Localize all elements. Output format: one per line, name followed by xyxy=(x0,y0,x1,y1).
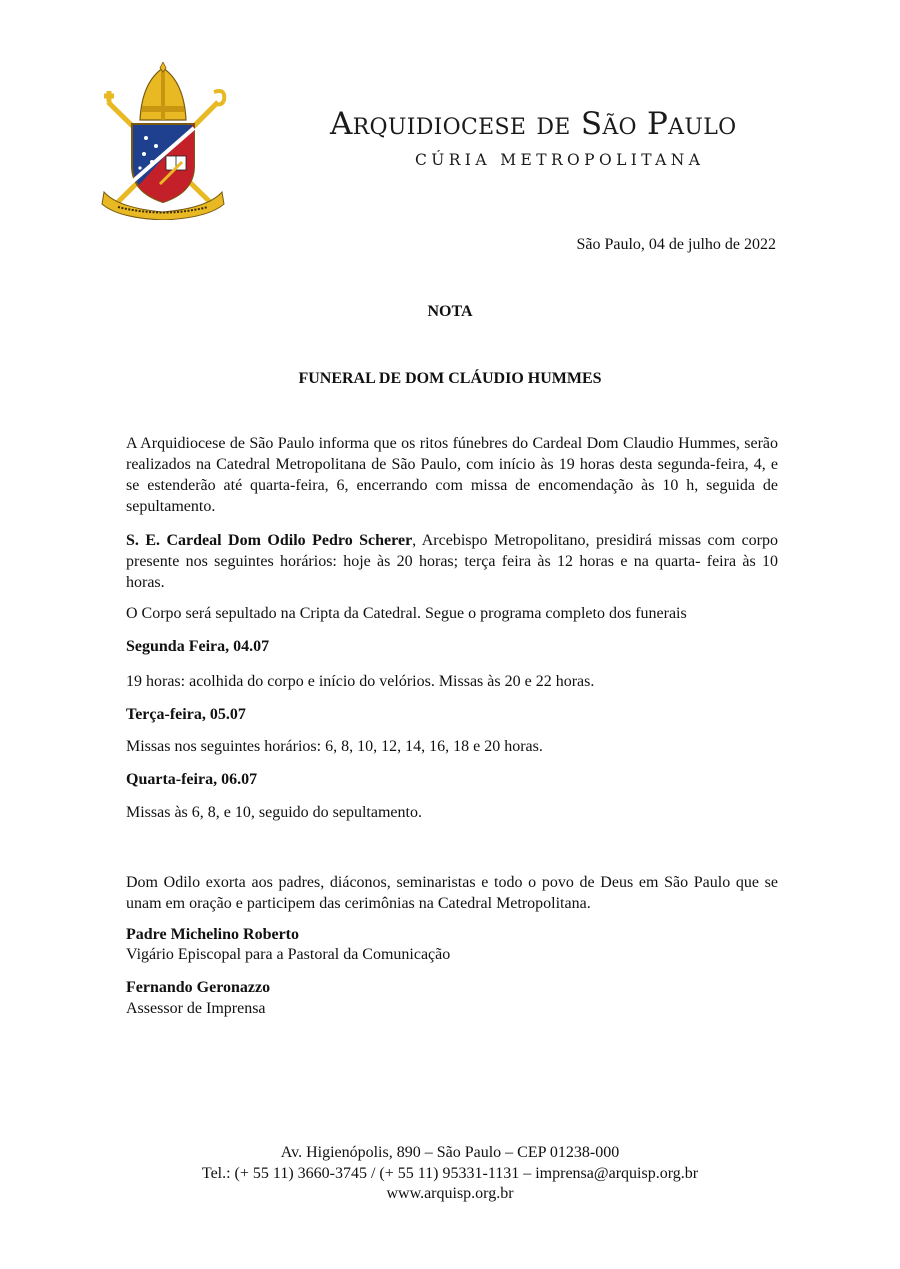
footer-website[interactable]: www.arquisp.org.br xyxy=(386,1185,514,1202)
closing-text: Dom Odilo exorta aos padres, diáconos, seminaristas e todo o povo de Deus em São Paulo que se unam em oração e participem das cerimônias na Catedral Metropolitana. xyxy=(126,874,778,912)
presider-name: S. E. Cardeal Dom Odilo Pedro Scherer xyxy=(126,532,413,549)
paragraph-burial: O Corpo será sepultado na Cripta da Catedral. Segue o programa completo dos funerais xyxy=(126,605,687,622)
signature-role: Vigário Episcopal para a Pastoral da Comunicação xyxy=(126,946,451,963)
paragraph-presider xyxy=(126,530,778,593)
document-date: São Paulo, 04 de julho de 2022 xyxy=(576,236,776,253)
coat-of-arms-icon xyxy=(98,62,228,220)
schedule-text-monday: 19 horas: acolhida do corpo e início do velórios. Missas às 20 e 22 horas. xyxy=(126,673,595,690)
paragraph-closing xyxy=(126,872,778,914)
footer xyxy=(0,1143,900,1205)
schedule-day-tuesday: Terça-feira, 05.07 xyxy=(126,706,246,723)
schedule-text-tuesday: Missas nos seguintes horários: 6, 8, 10, 12, 14, 16, 18 e 20 horas. xyxy=(126,738,543,755)
note-label: NOTA xyxy=(427,303,473,320)
paragraph-text: A Arquidiocese de São Paulo informa que os ritos fúnebres do Cardeal Dom Claudio Hummes, serão realizados na Catedral Metropolitana de São Paulo, com início às 19 horas desta segunda-feira, 4, e se estenderão até quarta-feira, 6, encerrando com missa de encomendação às 10 h, seguida de sepultamento. xyxy=(126,435,778,515)
footer-contact: Tel.: (+ 55 11) 3660-3745 / (+ 55 11) 95331-1131 – imprensa@arquisp.org.br xyxy=(201,1164,699,1182)
document-title: FUNERAL DE DOM CLÁUDIO HUMMES xyxy=(298,370,602,387)
signature-role: Assessor de Imprensa xyxy=(126,1000,266,1017)
presider-text: , Arcebispo Metropolitano, presidirá missas com corpo presente nos seguintes horários: hoje às 20 horas; terça feira às 12 horas e na quarta- feira às 10 horas. xyxy=(126,532,778,591)
schedule-day-wednesday: Quarta-feira, 06.07 xyxy=(126,771,258,788)
organization-name: Arquidiocese de São Paulo xyxy=(330,106,737,142)
paragraph-announcement xyxy=(126,433,778,517)
signature-name: Fernando Geronazzo xyxy=(126,979,271,996)
schedule-text-wednesday: Missas às 6, 8, e 10, seguido do sepultamento. xyxy=(126,804,422,821)
schedule-day-monday: Segunda Feira, 04.07 xyxy=(126,638,270,655)
footer-address: Av. Higienópolis, 890 – São Paulo – CEP 01238-000 xyxy=(280,1144,620,1161)
organization-subtitle: CÚRIA METROPOLITANA xyxy=(415,151,705,169)
signature-name: Padre Michelino Roberto xyxy=(126,926,300,943)
